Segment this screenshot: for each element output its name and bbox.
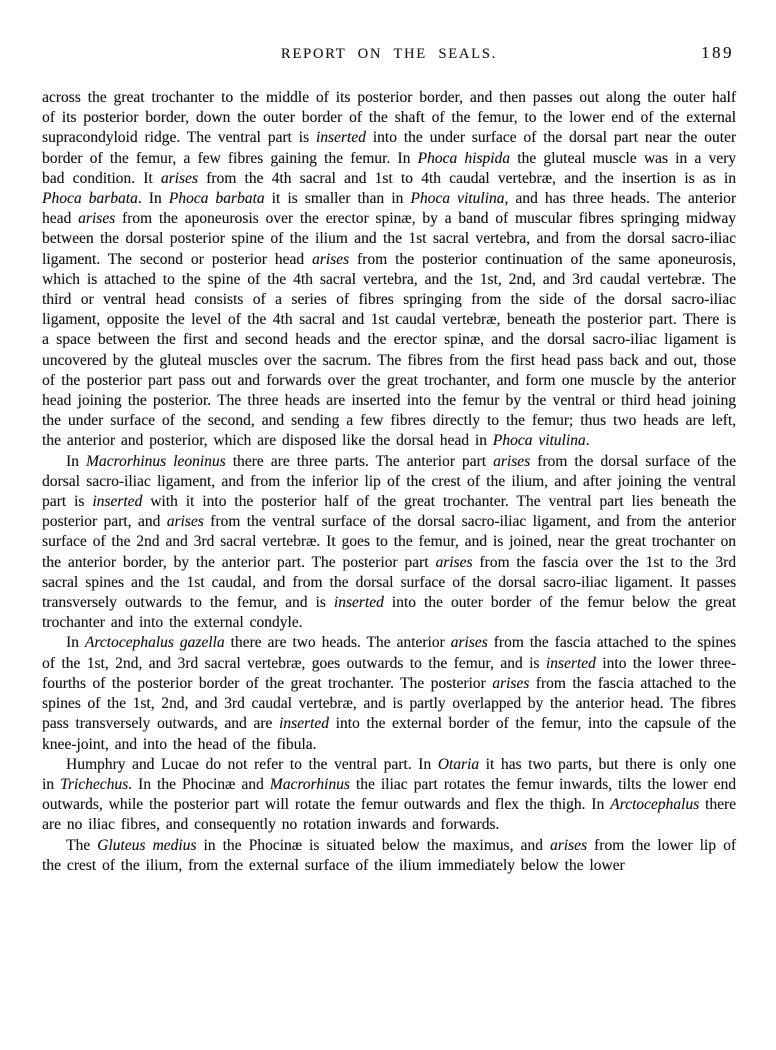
paragraph: In Macrorhinus leoninus there are three parts. The anterior part arises from the dorsal surface of the dorsal sacro-iliac ligament, and from the inferior lip of the crest of the ilium, and after joining the ventral part is inserted with it into the posterior half of the great trochanter. The ventral part lies beneath the posterior part, and arises from the ventral surface of the dorsal sacro-iliac ligament, and from the anterior surface of the 2nd and 3rd sacral vertebræ. It goes to the femur, and is joined, near the great trochanter on the anterior border, by the anterior part. The posterior part arises from the fascia over the 1st to the 3rd sacral spines and the 1st caudal, and from the dorsal surface of the dorsal sacro-iliac ligament. It passes transversely outwards to the femur, and is inserted into the outer border of the femur below the great trochanter and into the external condyle. — [42, 452, 737, 632]
page-number: 189 — [701, 43, 734, 62]
paragraph: across the great trochanter to the middle of its posterior border, and then passes out along the outer half of its posterior border, down the outer border of the shaft of the femur, to the lower end of the external supracondyloid ridge. The ventral part is inserted into the under surface of the dorsal part near the outer border of the femur, a few fibres gaining the femur. In Phoca hispida the gluteal muscle was in a very bad condition. It arises from the 4th sacral and 1st to 4th caudal vertebræ, and the insertion is as in Phoca barbata. In Phoca barbata it is smaller than in Phoca vitulina, and has three heads. The anterior head arises from the aponeurosis over the erector spinæ, by a band of muscular fibres springing midway between the dorsal posterior spine of the ilium and the 1st sacral vertebra, and from the dorsal sacro-iliac ligament. The second or posterior head arises from the posterior continuation of the same aponeurosis, which is attached to the spine of the 4th sacral vertebra, and the 1st, 2nd, and 3rd caudal vertebræ. The third or ventral head consists of a series of fibres springing from the side of the dorsal sacro-iliac ligament, opposite the level of the 4th sacral and 1st caudal vertebræ, beneath the posterior part. There is a space between the first and second heads and the erector spinæ, and the dorsal sacro-iliac ligament is uncovered by the gluteal muscles over the sacrum. The fibres from the first head pass back and out, those of the posterior part pass out and forwards over the great trochanter, and form one muscle by the anterior head joining the posterior. The three heads are inserted into the femur by the ventral or third head joining the under surface of the second, and sending a few fibres directly to the femur; thus two heads are left, the anterior and posterior, which are disposed like the dorsal head in Phoca vitulina. — [42, 89, 737, 450]
italic-term: Otaria — [437, 755, 480, 773]
body-text — [42, 88, 736, 876]
italic-term: Phoca vitulina — [410, 190, 505, 208]
italic-term: arises — [450, 634, 488, 652]
italic-term: arises — [435, 553, 473, 571]
paragraph: Humphry and Lucae do not refer to the ventral part. In Otaria it has two parts, but there is only one in Trichechus. In the Phocinæ and Macrorhinus the iliac part rotates the femur inwards, tilts the lower end outwards, while the posterior part will rotate the femur outwards and flex the thigh. In Arctocephalus there are no iliac fibres, and consequently no rotation inwards and forwards. — [42, 755, 736, 834]
italic-term: Gluteus medius — [97, 836, 197, 854]
italic-term: arises — [78, 210, 116, 228]
paragraph: In Arctocephalus gazella there are two heads. The anterior arises from the fascia attached to the spines of the 1st, 2nd, and 3rd sacral vertebræ, goes outwards to the femur, and is inserted into the lower three-fourths of the posterior border of the great trochanter. The posterior arises from the fascia attached to the spines of the 1st, 2nd, and 3rd caudal vertebræ, and is partly overlapped by the anterior head. The fibres pass transversely outwards, and are inserted into the external border of the femur, into the capsule of the knee-joint, and into the head of the fibula. — [42, 634, 736, 753]
running-title: REPORT ON THE SEALS. — [280, 46, 498, 62]
italic-term: Trichechus — [60, 775, 129, 793]
italic-term: inserted — [333, 594, 384, 612]
italic-term: inserted — [545, 654, 596, 672]
page-header — [42, 43, 736, 68]
italic-term: arises — [549, 836, 587, 854]
italic-term: Phoca barbata — [42, 190, 138, 208]
italic-term: arises — [492, 674, 530, 692]
italic-term: arises — [493, 452, 531, 470]
italic-term: inserted — [92, 493, 143, 511]
italic-term: arises — [160, 169, 198, 187]
italic-term: Phoca barbata — [168, 190, 265, 208]
italic-term: Arctocephalus gazella — [84, 634, 225, 652]
italic-term: Macrorhinus — [269, 775, 350, 793]
italic-term: inserted — [315, 129, 366, 147]
italic-term: arises — [312, 250, 350, 268]
italic-term: Macrorhinus leoninus — [85, 452, 226, 470]
italic-term: Arctocephalus — [610, 796, 700, 814]
italic-term: arises — [166, 513, 204, 531]
italic-term: inserted — [278, 715, 329, 733]
paragraph: The Gluteus medius in the Phocinæ is situated below the maximus, and arises from the lower lip of the crest of the ilium, from the external surface of the ilium immediately below the lower — [42, 836, 736, 874]
italic-term: Phoca vitulina — [492, 432, 586, 450]
italic-term: Phoca hispida — [417, 149, 510, 167]
